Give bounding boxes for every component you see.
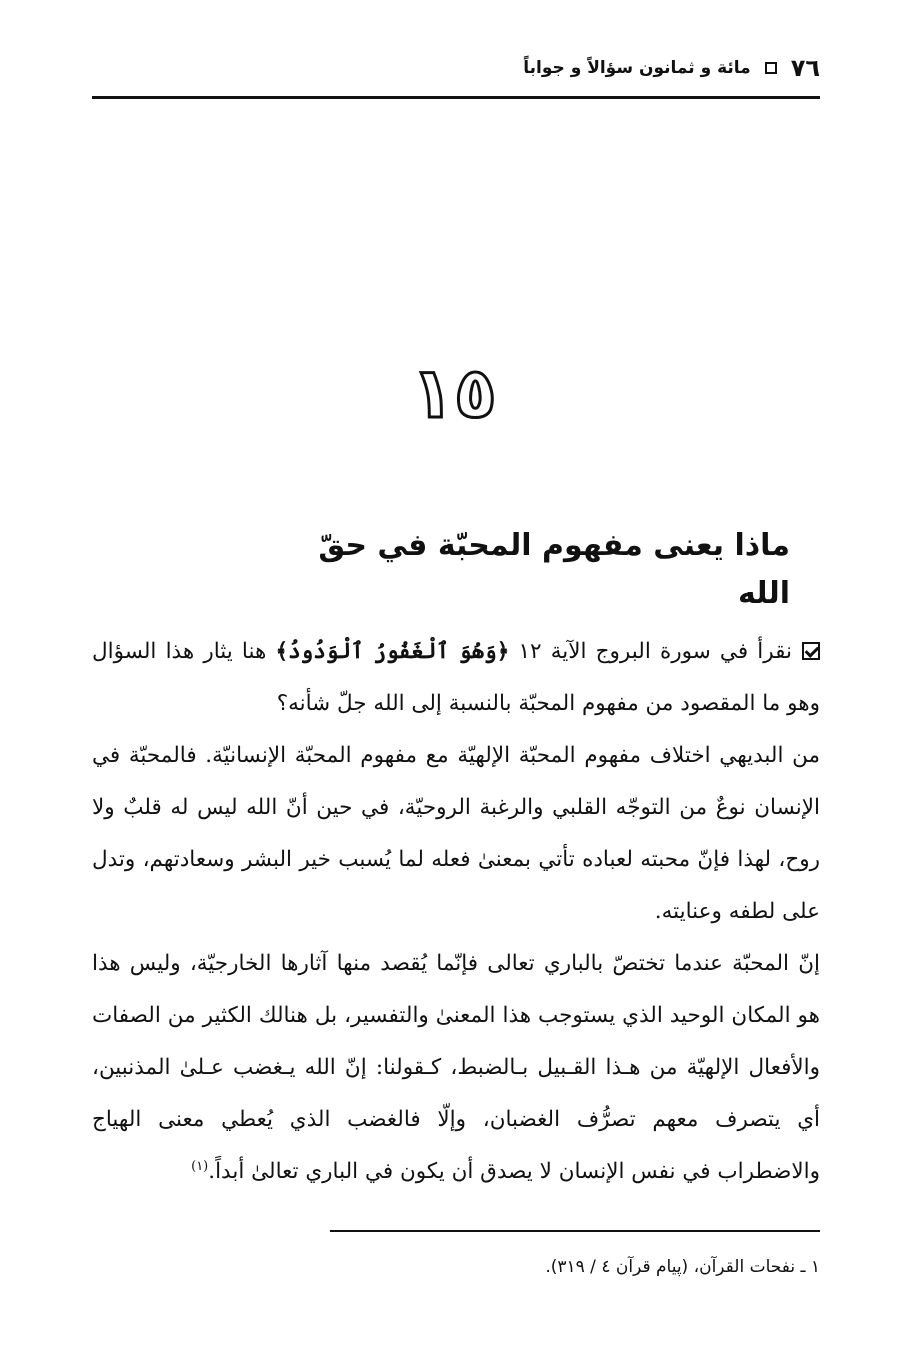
square-bullet-icon [765,62,777,74]
checkbox-checked-icon [802,642,820,660]
page-header [92,48,820,88]
section-title: ماذا يعنى مفهوم المحبّة في حقّ الله [318,528,790,611]
paragraph-1 [92,626,820,730]
chapter-number: ١٥ [411,352,497,434]
paragraph-3-text: إنّ المحبّة عندما تختصّ بالباري تعالى فإنّما يُقصد منها آثارها الخارجيّة، وليس هذا هو المكان الوحيد الذي يستوجب هذا المعنىٰ والتفسير، بل هنالك الكثير من الصفات والأفعال الإلهيّة من هـذا القـبيل بـالضبط، كـقولنا: إنّ الله يـغضب عـلىٰ المذنبين، أي يتصرف معهم تصرُّف الغضبان، وإلّا فالغضب الذي يُعطي معنى الهياج والاضطراب في نفس الإنسان لا يصدق أن يكون في الباري تعالىٰ أبداً. [92,951,820,1184]
paragraph-2: من البديهي اختلاف مفهوم المحبّة الإلهيّة مع مفهوم المحبّة الإنسانيّة. فالمحبّة في الإنسان نوعٌ من التوجّه القلبي والرغبة الروحيّة، في حين أنّ الله ليس له قلبٌ ولا روح، لهذا فإنّ محبته لعباده تأتي بمعنىٰ فعله لما يُسبب خير البشر وسعادتهم، وتدل على لطفه وعنايته. [92,743,820,924]
paragraph-3 [92,938,820,1198]
paragraph-1-before: نقرأ في سورة البروج الآية ١٢ [518,639,792,664]
footnote-reference: (١) [191,1158,209,1174]
footnote-divider [330,1230,820,1232]
quran-verse: ﴿وَهُوَ ٱلْغَفُورُ ٱلْوَدُودُ﴾ [275,639,510,664]
body-text [92,626,820,1198]
page-number: ٧٦ [790,54,820,82]
footnote: ١ ـ نفحات القرآن، (پيام قرآن ٤ / ٣١٩). [545,1257,820,1277]
header-divider [92,96,820,99]
running-title: مائة و ثمانون سؤالاً و جواباً [523,58,751,78]
paragraph-1-after: هنا يثار هذا السؤال وهو ما المقصود من مفهوم المحبّة بالنسبة إلى الله جلّ شأنه؟ [92,639,820,716]
